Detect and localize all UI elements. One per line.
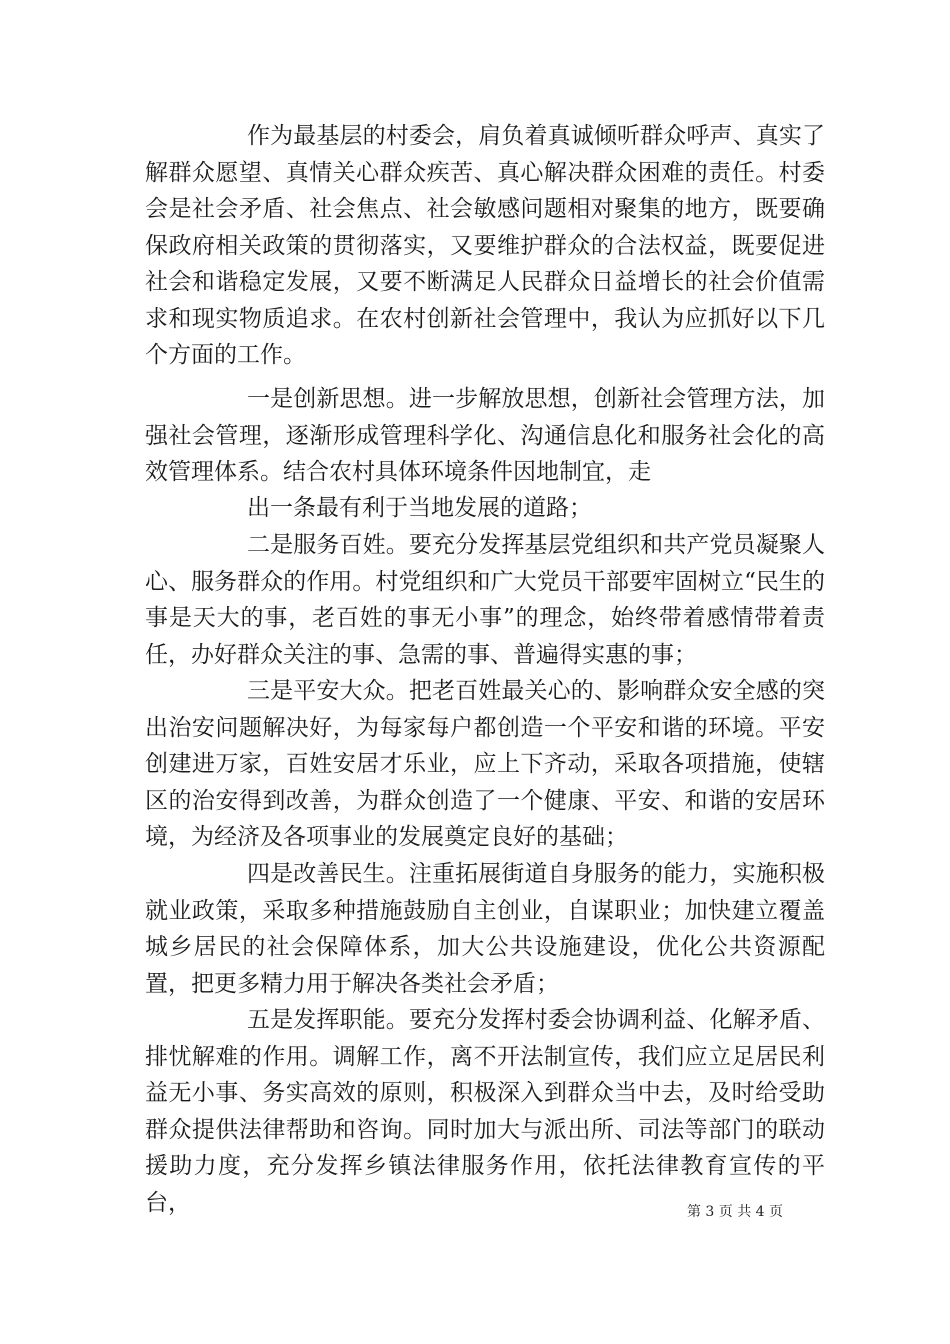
page-footer: [0, 1203, 950, 1221]
paragraph-innovate-thinking: 一是创新思想。进一步解放思想，创新社会管理方法，加强社会管理，逐渐形成管理科学化、沟通信息化和服务社会化的高效管理体系。结合农村具体环境条件因地制宜，走: [145, 386, 825, 485]
paragraph-intro: 作为最基层的村委会，肩负着真诚倾听群众呼声、真实了解群众愿望、真情关心群众疾苦、真心解决群众困难的责任。村委会是社会矛盾、社会焦点、社会敏感问题相对聚集的地方，既要确保政府相关政策的贯彻落实，又要维护群众的合法权益，既要促进社会和谐稳定发展，又要不断满足人民群众日益增长的社会价值需求和现实物质追求。在农村创新社会管理中，我认为应抓好以下几个方面的工作。: [145, 123, 825, 368]
paragraph-serve-people: 二是服务百姓。要充分发挥基层党组织和共产党员凝聚人心、服务群众的作用。村党组织和广大党员干部要牢固树立“民生的事是天大的事，老百姓的事无小事”的理念，始终带着感情带着责任，办好群众关注的事、急需的事、普遍得实惠的事；: [145, 532, 825, 668]
paragraph-livelihood: 四是改善民生。注重拓展街道自身服务的能力，实施积极就业政策，采取多种措施鼓励自主创业，自谋职业；加快建立覆盖城乡居民的社会保障体系，加大公共设施建设，优化公共资源配置，把更多精力用于解决各类社会矛盾；: [145, 861, 825, 997]
paragraph-public-safety: 三是平安大众。把老百姓最关心的、影响群众安全感的突出治安问题解决好，为每家每户都创造一个平安和谐的环境。平安创建进万家，百姓安居才乐业，应上下齐动，采取各项措施，使辖区的治安得到改善，为群众创造了一个健康、平安、和谐的安居环境，为经济及各项事业的发展奠定良好的基础；: [145, 678, 825, 850]
page-number: 第 3 页 共 4 页: [686, 1204, 784, 1220]
paragraph-functions: 五是发挥职能。要充分发挥村委会协调利益、化解矛盾、排忧解难的作用。调解工作，离不开法制宣传，我们应立足居民利益无小事、务实高效的原则，积极深入到群众当中去，及时给受助群众提供法律帮助和咨询。同时加大与派出所、司法等部门的联动援助力度，充分发挥乡镇法律服务作用，依托法律教育宣传的平台，: [145, 1007, 825, 1216]
paragraph-innovate-thinking-cont: 出一条最有利于当地发展的道路；: [247, 495, 592, 521]
